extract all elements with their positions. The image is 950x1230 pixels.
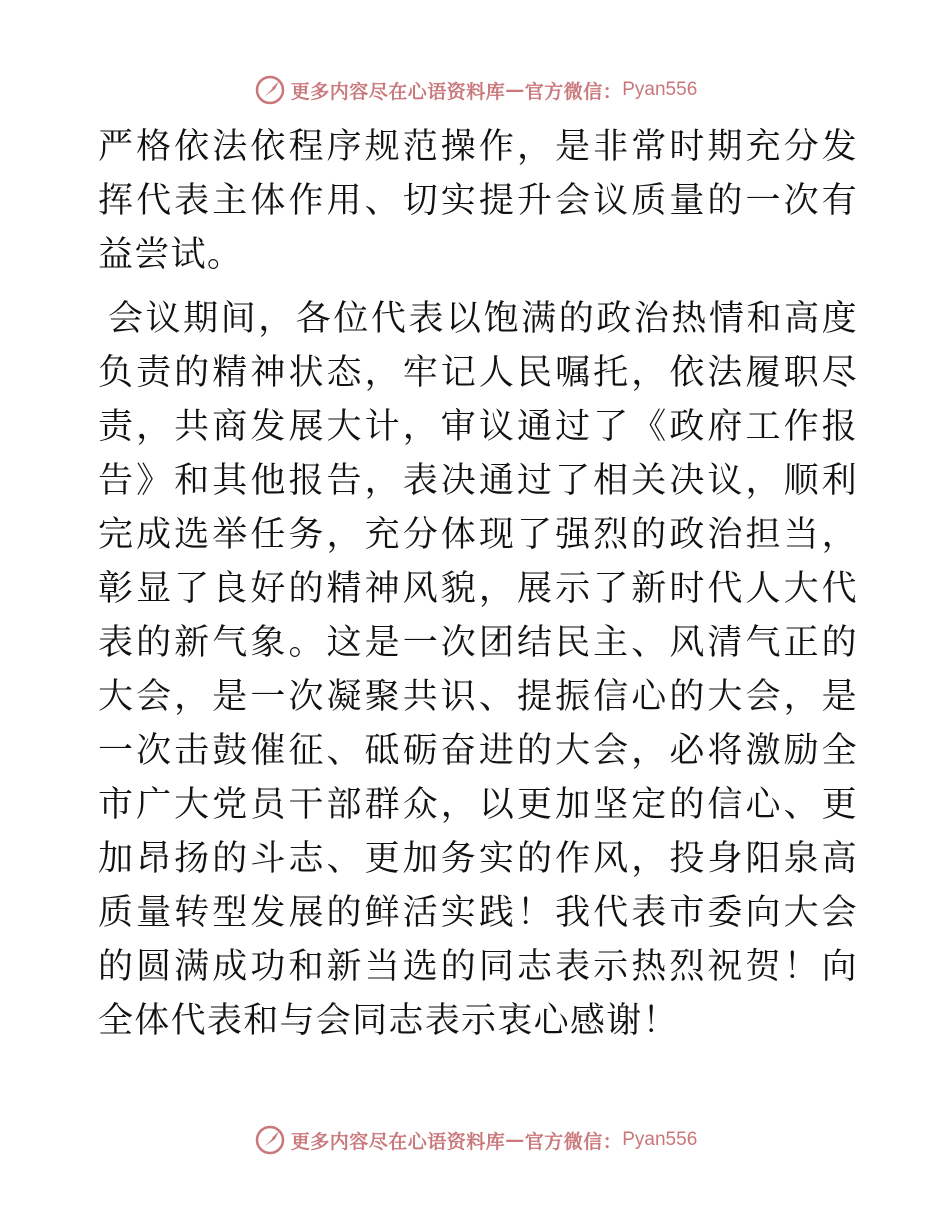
watermark-dash: — [505,1129,525,1151]
watermark-wechat-label: 官方微信： [524,1130,623,1153]
quill-logo-icon [253,1123,287,1157]
watermark-wechat-label: 官方微信： [524,80,623,103]
quill-logo-icon [253,73,287,107]
footer-watermark [0,1120,950,1160]
paragraph: 会议期间，各位代表以饱满的政治热情和高度负责的精神状态，牢记人民嘱托，依法履职尽责，共商发展大计，审议通过了《政府工作报告》和其他报告，表决通过了相关决议，顺利完成选举任务，充分体现了强烈的政治担当，彰显了良好的精神风貌，展示了新时代人大代表的新气象。这是一次团结民主、风清气正的大会，是一次凝聚共识、提振信心的大会，是一次击鼓催征、砥砺奋进的大会，必将激励全市广大党员干部群众，以更加坚定的信心、更加昂扬的斗志、更加务实的作风，投身阳泉高质量转型发展的鲜活实践！我代表市委向大会的圆满成功和新当选的同志表示热烈祝贺！向全体代表和与会同志表示衷心感谢！ [98,299,858,1041]
watermark-wechat-id: Pyan556 [622,1129,698,1150]
watermark-brand-text: 更多内容尽在心语资料库 [290,80,506,103]
document-body [98,120,858,1048]
watermark-brand-text: 更多内容尽在心语资料库 [290,1130,506,1153]
watermark-wechat-id: Pyan556 [622,79,698,100]
paragraph: 严格依法依程序规范操作，是非常时期充分发挥代表主体作用、切实提升会议质量的一次有益尝试。 [98,127,858,275]
header-watermark [0,70,950,110]
watermark-dash: — [505,79,525,101]
